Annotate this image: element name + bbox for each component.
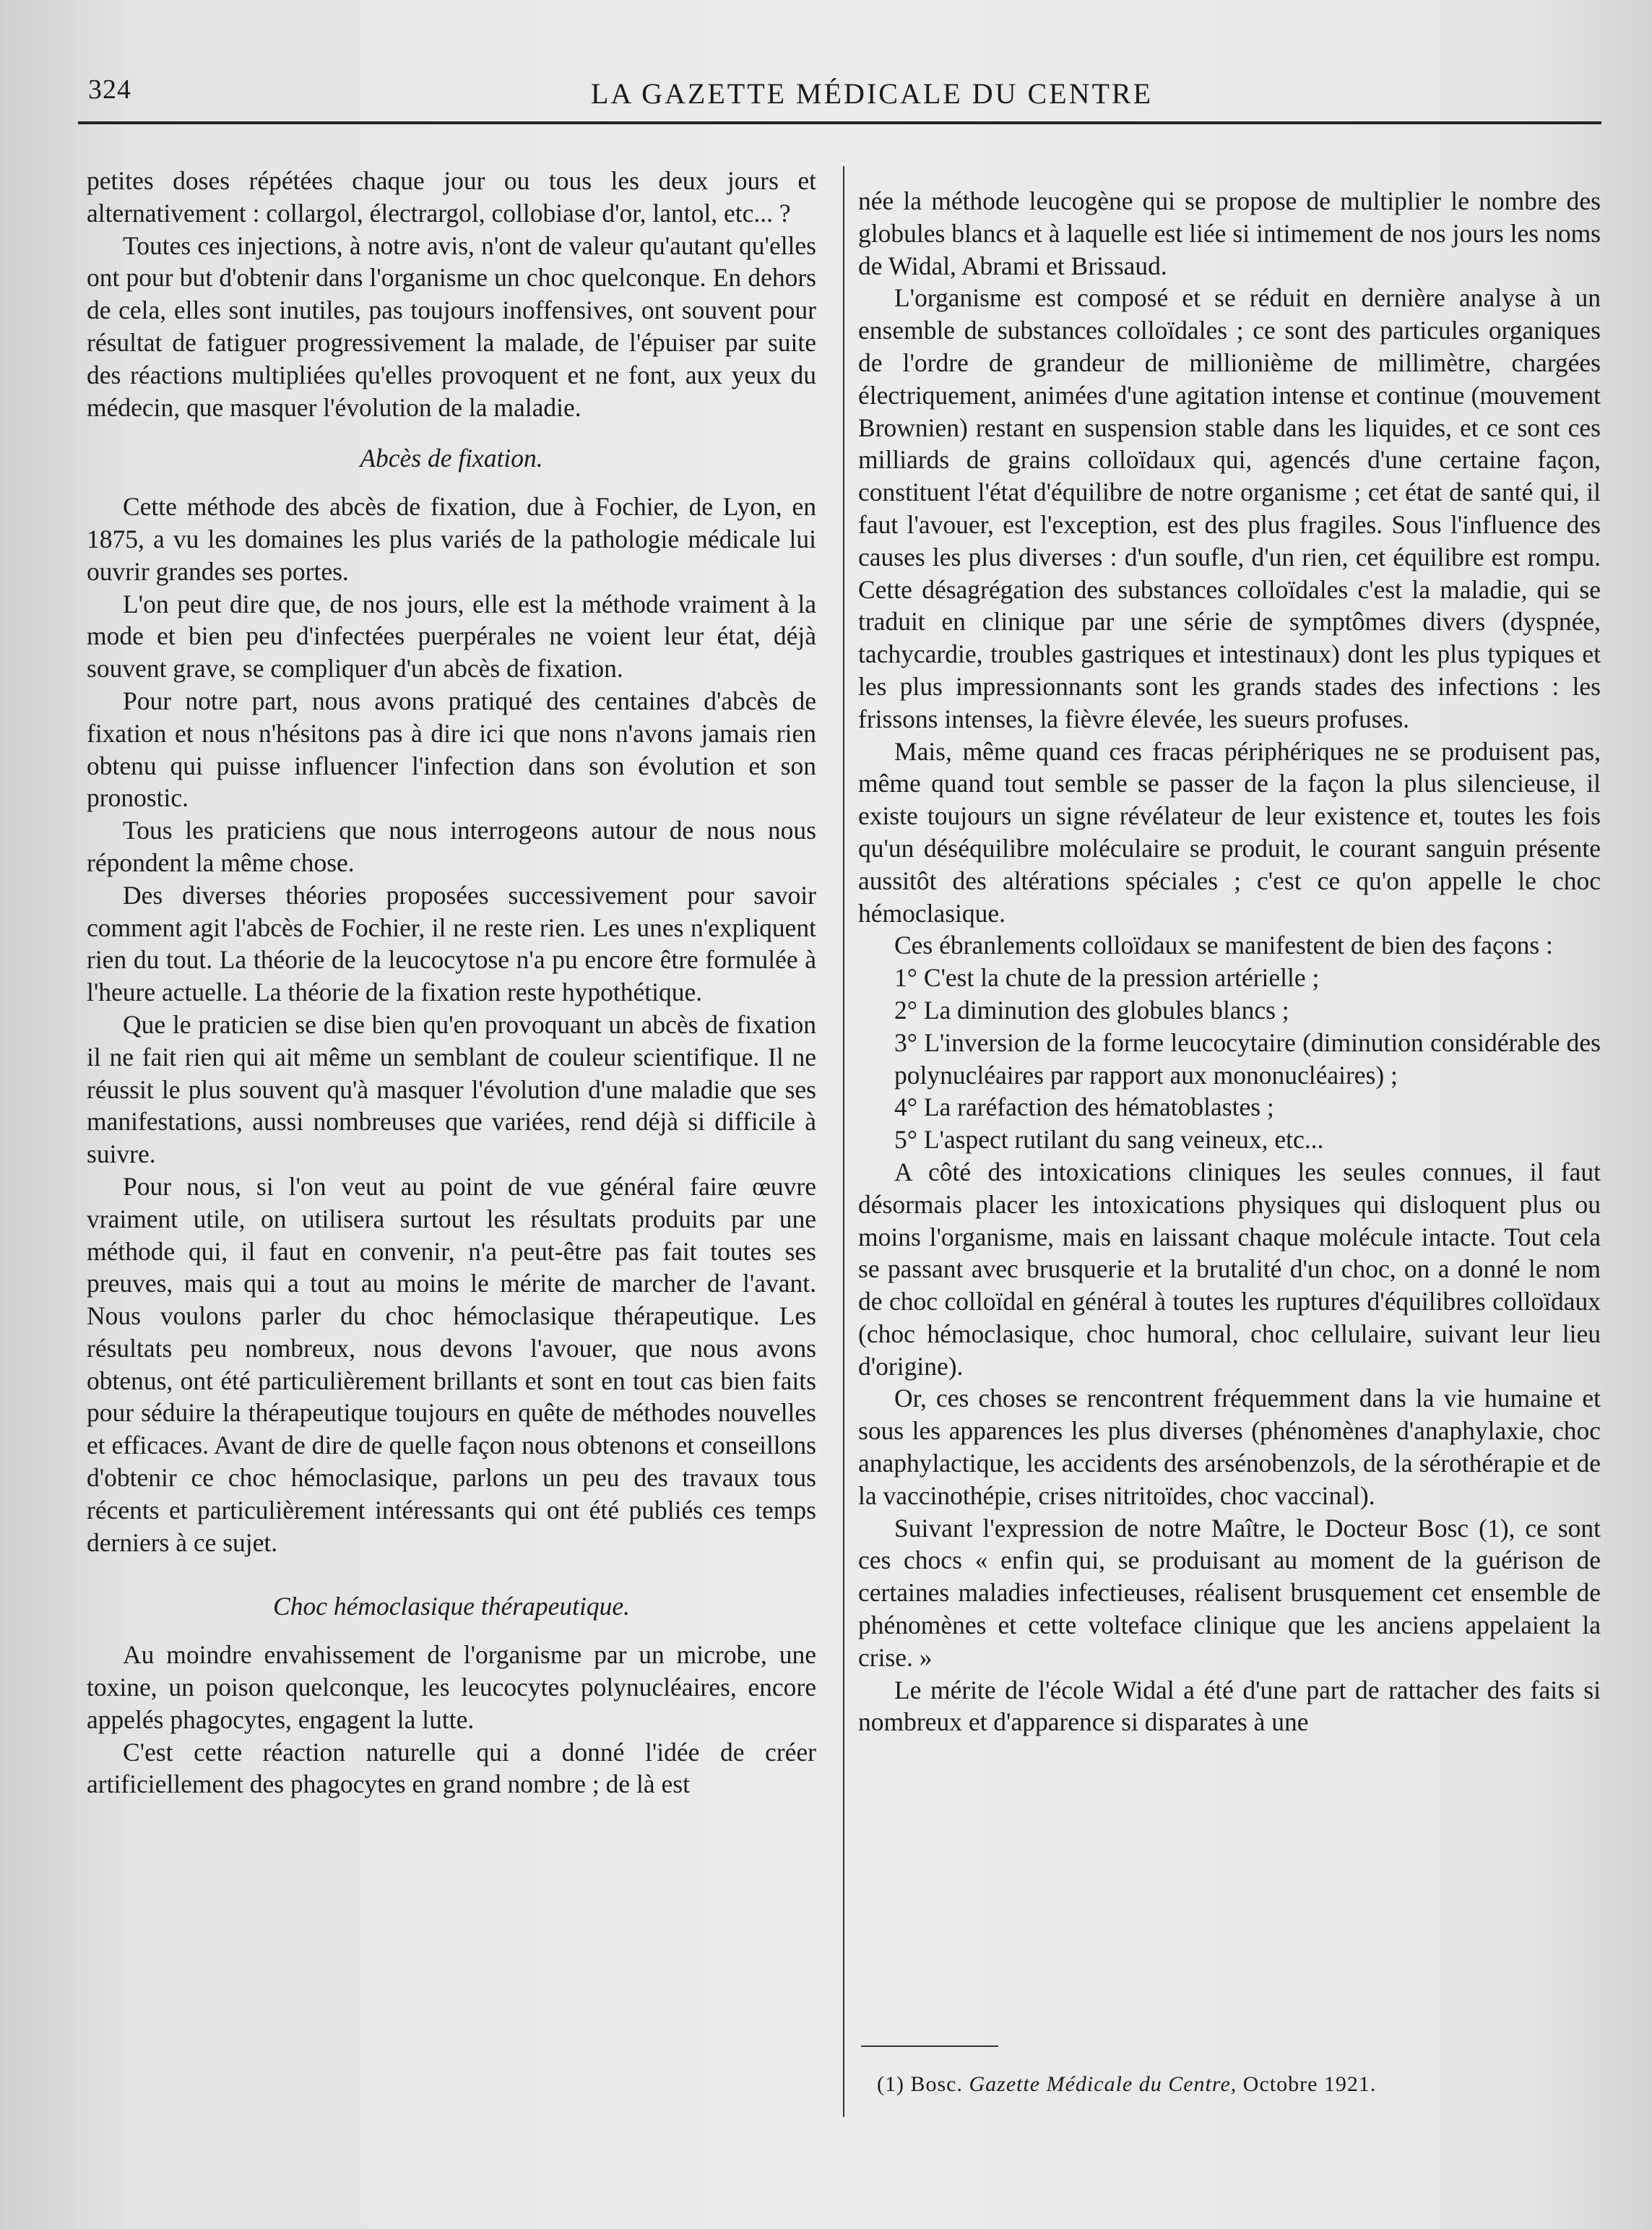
paragraph: Or, ces choses se rencontrent fréquemment dans la vie humaine et sous les apparences les plus diverses (phénomènes d'anaphylaxie, choc anaphylactique, les accidents des arsénobenzols, de la sérothérapie et de la vaccinothépie, crises nitritoïdes, choc vaccinal). [858, 1384, 1601, 1510]
list-item: 1° C'est la chute de la pression artérielle ; [894, 963, 1320, 993]
paragraph: Mais, même quand ces fracas périphériques ne se produisent pas, même quand tout semble se passer de la façon la plus silencieuse, il existe toujours un signe révélateur de leur existence et, toutes les fois qu'un déséquilibre moléculaire se produit, le courant sanguin présente aussitôt des altérations spéciales ; c'est ce qu'on appelle le choc hémoclasique. [858, 736, 1601, 928]
footnote-rule [861, 2045, 998, 2047]
footnote-source: Gazette Médicale du Centre, [969, 2072, 1237, 2096]
list-item: 5° L'aspect rutilant du sang veineux, etc... [894, 1125, 1324, 1155]
paragraph: Ces ébranlements colloïdaux se manifestent de bien des façons : [894, 931, 1553, 960]
list-item: 2° La diminution des globules blancs ; [894, 995, 1289, 1025]
section-heading-abces: Abcès de fixation. [360, 444, 543, 473]
paragraph: Cette méthode des abcès de fixation, due à Fochier, de Lyon, en 1875, a vu les domaines les plus variés de la pathologie médicale lui ouvrir grandes ses portes. [87, 492, 816, 586]
footnote-marker: (1) Bosc. [877, 2072, 963, 2096]
footnote-date: Octobre 1921. [1242, 2072, 1377, 2096]
paragraph: Pour notre part, nous avons pratiqué des centaines d'abcès de fixation et nous n'hésitons pas à dire ici que nons n'avons jamais rien obtenu qui puisse influencer l'infection dans son évolution et son pronostic. [87, 686, 816, 813]
paragraph: Au moindre envahissement de l'organisme par un microbe, une toxine, un poison quelconque, les leucocytes polynucléaires, encore appelés phagocytes, engagent la lutte. [87, 1640, 816, 1734]
right-column [858, 185, 1601, 1738]
paragraph: Le mérite de l'école Widal a été d'une part de rattacher des faits si nombreux et d'apparence si disparates à une [858, 1675, 1601, 1737]
paragraph: L'organisme est composé et se réduit en dernière analyse à un ensemble de substances colloïdales ; ce sont des particules organiques de l'ordre de grandeur de millionième de millimètre, chargées électriquement, animées d'une agitation intense et continue (mouvement Brownien) restant en suspension stable dans les liquides, et ce sont ces milliards de grains colloïdaux qui, agencés d'une certaine façon, constituent l'état d'équilibre de notre organisme ; cet état de santé qui, il faut l'avouer, est l'exception, est des plus fragiles. Sous l'influence des causes les plus diverses : d'un soufle, d'un rien, cet équilibre est rompu. Cette désagrégation des substances colloïdales c'est la maladie, qui se traduit en clinique par une série de symptômes divers (dyspnée, tachycardie, troubles gastriques et intestinaux) dont les plus typiques et les plus impressionnants sont les grands stades des infections : les frissons intenses, la fièvre élevée, les sueurs profuses. [858, 283, 1601, 733]
paragraph: née la méthode leucogène qui se propose de multiplier le nombre des globules blancs et à laquelle est liée si intimement de nos jours les noms de Widal, Abrami et Brissaud. [858, 186, 1601, 280]
paragraph: Que le praticien se dise bien qu'en provoquant un abcès de fixation il ne fait rien qui ait même un semblant de couleur scientifique. Il ne réussit le plus souvent qu'à masquer l'évolution d'une maladie que ses manifestations, aussi nombreuses que variées, rend déjà si difficile à suivre. [87, 1009, 816, 1169]
paragraph: Toutes ces injections, à notre avis, n'ont de valeur qu'autant qu'elles ont pour but d'obtenir dans l'organisme un choc quelconque. En dehors de cela, elles sont inutiles, pas toujours inoffensives, ont souvent pour résultat de fatiguer progressivement la malade, de l'épuiser par suite des réactions multipliées qu'elles provoquent et ne font, aux yeux du médecin, que masquer l'évolution de la maladie. [87, 230, 816, 422]
list-item: 3° L'inversion de la forme leucocytaire (diminution considérable des polynucléaires par rapport aux mononucléaires) ; [894, 1027, 1601, 1090]
left-column [87, 165, 816, 1801]
paragraph: Tous les praticiens que nous interrogeons autour de nous nous répondent la même chose. [87, 816, 816, 877]
paragraph: petites doses répétées chaque jour ou tous les deux jours et alternativement : collargol, électrargol, collobiase d'or, lantol, etc... ? [87, 166, 816, 228]
list-item: 4° La raréfaction des hématoblastes ; [894, 1092, 1274, 1122]
header-rule [78, 121, 1601, 124]
page-number: 324 [88, 74, 131, 105]
paragraph: Suivant l'expression de notre Maître, le Docteur Bosc (1), ce sont ces chocs « enfin qui, se produisant au moment de la guérison de certaines maladies infectieuses, réalisent brusquement cet ensemble de phénomènes et cette volteface clinique que les anciens appelaient la crise. » [858, 1513, 1601, 1672]
paragraph: L'on peut dire que, de nos jours, elle est la méthode vraiment à la mode et bien peu d'infectées puerpérales ne voient leur état, déjà souvent grave, se compliquer d'un abcès de fixation. [87, 589, 816, 684]
column-divider [843, 166, 844, 2117]
paragraph: A côté des intoxications cliniques les seules connues, il faut désormais placer les intoxications physiques qui disloquent plus ou moins l'organisme, mais en laissant chaque molécule intacte. Tout cela se passant avec brusquerie et la brutalité d'un choc, on a donné le nom de choc colloïdal en général à toutes les ruptures d'équilibres colloïdaux (choc hémoclasique, choc humoral, choc cellulaire, suivant leur lieu d'origine). [858, 1157, 1601, 1381]
section-heading-choc: Choc hémoclasique thérapeutique. [273, 1592, 630, 1621]
page-header [85, 69, 1601, 120]
journal-title: LA GAZETTE MÉDICALE DU CENTRE [591, 77, 1154, 110]
footnote [877, 2072, 1376, 2097]
paragraph: C'est cette réaction naturelle qui a donné l'idée de créer artificiellement des phagocytes en grand nombre ; de là est [87, 1737, 816, 1799]
paragraph: Des diverses théories proposées successivement pour savoir comment agit l'abcès de Fochier, il ne reste rien. Les unes n'expliquent rien du tout. La théorie de la leucocytose n'a pu encore être formulée à l'heure actuelle. La théorie de la fixation reste hypothétique. [87, 880, 816, 1007]
paragraph: Pour nous, si l'on veut au point de vue général faire œuvre vraiment utile, on utilisera surtout les résultats produits par une méthode qui, il faut en convenir, n'a peut-être pas fait toutes ses preuves, mais qui a tout au moins le mérite de marcher de l'avant. Nous voulons parler du choc hémoclasique thérapeutique. Les résultats peu nombreux, nous devons l'avouer, que nous avons obtenus, ont été particulièrement brillants et sont en tout cas bien faits pour séduire la thérapeutique toujours en quête de méthodes nouvelles et efficaces. Avant de dire de quelle façon nous obtenons et conseillons d'obtenir ce choc hémoclasique, parlons un peu des travaux tous récents et particulièrement intéressants qui ont été publiés ces temps derniers à ce sujet. [87, 1171, 816, 1557]
